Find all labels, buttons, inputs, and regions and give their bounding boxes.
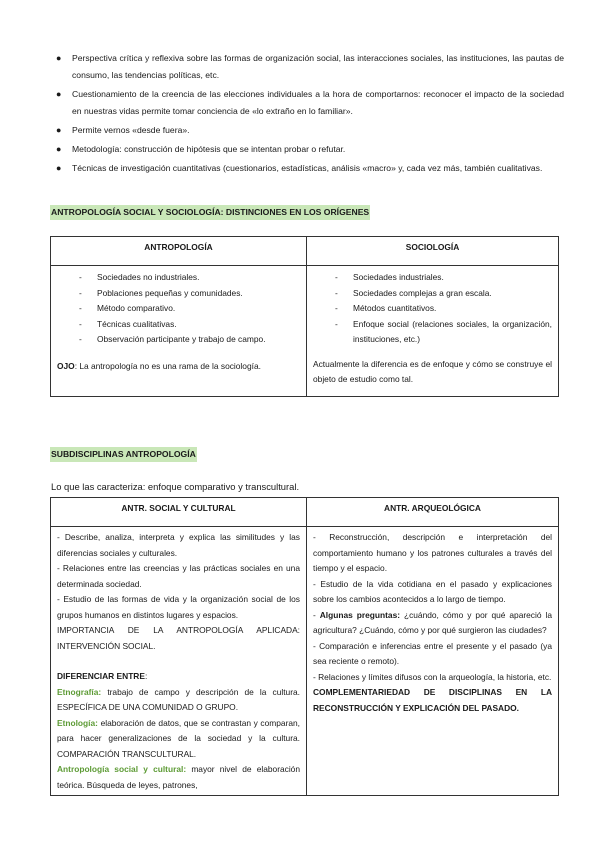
- subdisciplines-table: [50, 497, 559, 796]
- list-item: - Métodos cuantitativos.: [335, 303, 437, 313]
- list-item: - Enfoque social (relaciones sociales, la organización, instituciones, etc.): [335, 318, 552, 344]
- intro-text: Lo que las caracteriza: enfoque comparativo y transcultural.: [51, 481, 300, 492]
- list-item: - Sociedades complejas a gran escala.: [335, 287, 492, 298]
- antropologia-list: [57, 270, 300, 348]
- social-cultural-cell: - Describe, analiza, interpreta y explica las similitudes y las diferencias sociales y culturales. - Relaciones entre las creencias y las prácticas sociales en una determinada sociedad. - Estudio de las formas de vida y la organización social de los grupos humanos en distintos lugares y espacios. IMPORTANCIA DE LA ANTROPOLOGÍA APLICADA: INTERVENCIÓN SOCIAL. DIFERENCIAR ENTRE: Etnografía: trabajo de campo y descripción de la cultura. ESPECÍFICA DE UNA COMUNIDAD O GRUPO. Etnología: elaboración de datos, que se contrastan y comparan, para hacer generalizaciones de la sociedad y la cultura. COMPARACIÓN TRANSCULTURAL. Antropología social y cultural: mayor nivel de elaboración teórica. Búsqueda de leyes, patrones,: [51, 527, 307, 796]
- bullet-item: ● Cuestionamiento de la creencia de las elecciones individuales a la hora de comportarnos: reconocer el impacto de la sociedad en nuestras vidas permite tomar conciencia de «lo extraño en lo familiar».: [72, 86, 564, 120]
- section-heading-origins: ANTROPOLOGÍA SOCIAL Y SOCIOLOGÍA: DISTINCIONES EN LOS ORÍGENES: [50, 205, 370, 220]
- bullet-item: ● Técnicas de investigación cuantitativas (cuestionarios, estadísticas, análisis «macro» y, cada vez más, también cualitativas.: [72, 160, 564, 177]
- list-item: - Sociedades no industriales.: [79, 272, 200, 282]
- sociologia-list: [313, 270, 552, 348]
- bullet-icon: ●: [56, 144, 62, 154]
- antropologia-note: OJO: La antropología no es una rama de la sociología.: [57, 360, 261, 371]
- bullet-item: ● Permite vernos «desde fuera».: [72, 122, 564, 139]
- bullet-item: ● Metodología: construcción de hipótesis que se intentan probar o refutar.: [72, 141, 564, 158]
- bullet-icon: ●: [56, 53, 62, 63]
- list-item: - Poblaciones pequeñas y comunidades.: [79, 287, 243, 298]
- bullet-item: ● Perspectiva crítica y reflexiva sobre las formas de organización social, las interacciones sociales, las instituciones, las pautas de consumo, las tendencias políticas, etc.: [72, 50, 564, 84]
- list-item: - Observación participante y trabajo de campo.: [79, 334, 266, 344]
- sociologia-note: Actualmente la diferencia es de enfoque y cómo se construye el objeto de estudio como tal.: [313, 358, 552, 384]
- list-item: - Técnicas cualitativas.: [79, 318, 177, 329]
- list-item: - Método comparativo.: [79, 303, 176, 313]
- table-header-arqueologica: ANTR. ARQUEOLÓGICA: [307, 498, 559, 527]
- diferenciar-label: DIFERENCIAR ENTRE:: [57, 671, 148, 681]
- table-header-sociologia: SOCIOLOGÍA: [307, 237, 559, 266]
- arqueologica-cell: - Reconstrucción, descripción e interpretación del comportamiento humano y los patrones culturales a través del tiempo y el espacio. - Estudio de la vida cotidiana en el pasado y explicaciones sobre los cambios acontecidos a lo largo de tiempo. - Algunas preguntas: ¿cuándo, cómo y por qué apareció la agricultura? ¿Cuándo, cómo y por qué surgieron las ciudades? - Comparación e inferencias entre el presente y el pasado (ya sea reciente o remoto). - Relaciones y límites difusos con la arqueología, la historia, etc. COMPLEMENTARIEDAD DE DISCIPLINAS EN LA RECONSTRUCCIÓN Y EXPLICACIÓN DEL PASADO.: [307, 527, 559, 796]
- bullet-list: [56, 50, 564, 179]
- table-header-social-cultural: ANTR. SOCIAL Y CULTURAL: [51, 498, 307, 527]
- comparison-table: [50, 236, 559, 397]
- bullet-icon: ●: [56, 163, 62, 173]
- list-item: - Sociedades industriales.: [335, 272, 444, 282]
- bullet-icon: ●: [56, 125, 62, 135]
- section-heading-subdisciplinas: SUBDISCIPLINAS ANTROPOLOGÍA: [50, 447, 197, 462]
- table-header-antropologia: ANTROPOLOGÍA: [51, 237, 307, 266]
- bullet-icon: ●: [56, 89, 62, 99]
- antropologia-cell: [51, 266, 307, 397]
- sociologia-cell: [307, 266, 559, 397]
